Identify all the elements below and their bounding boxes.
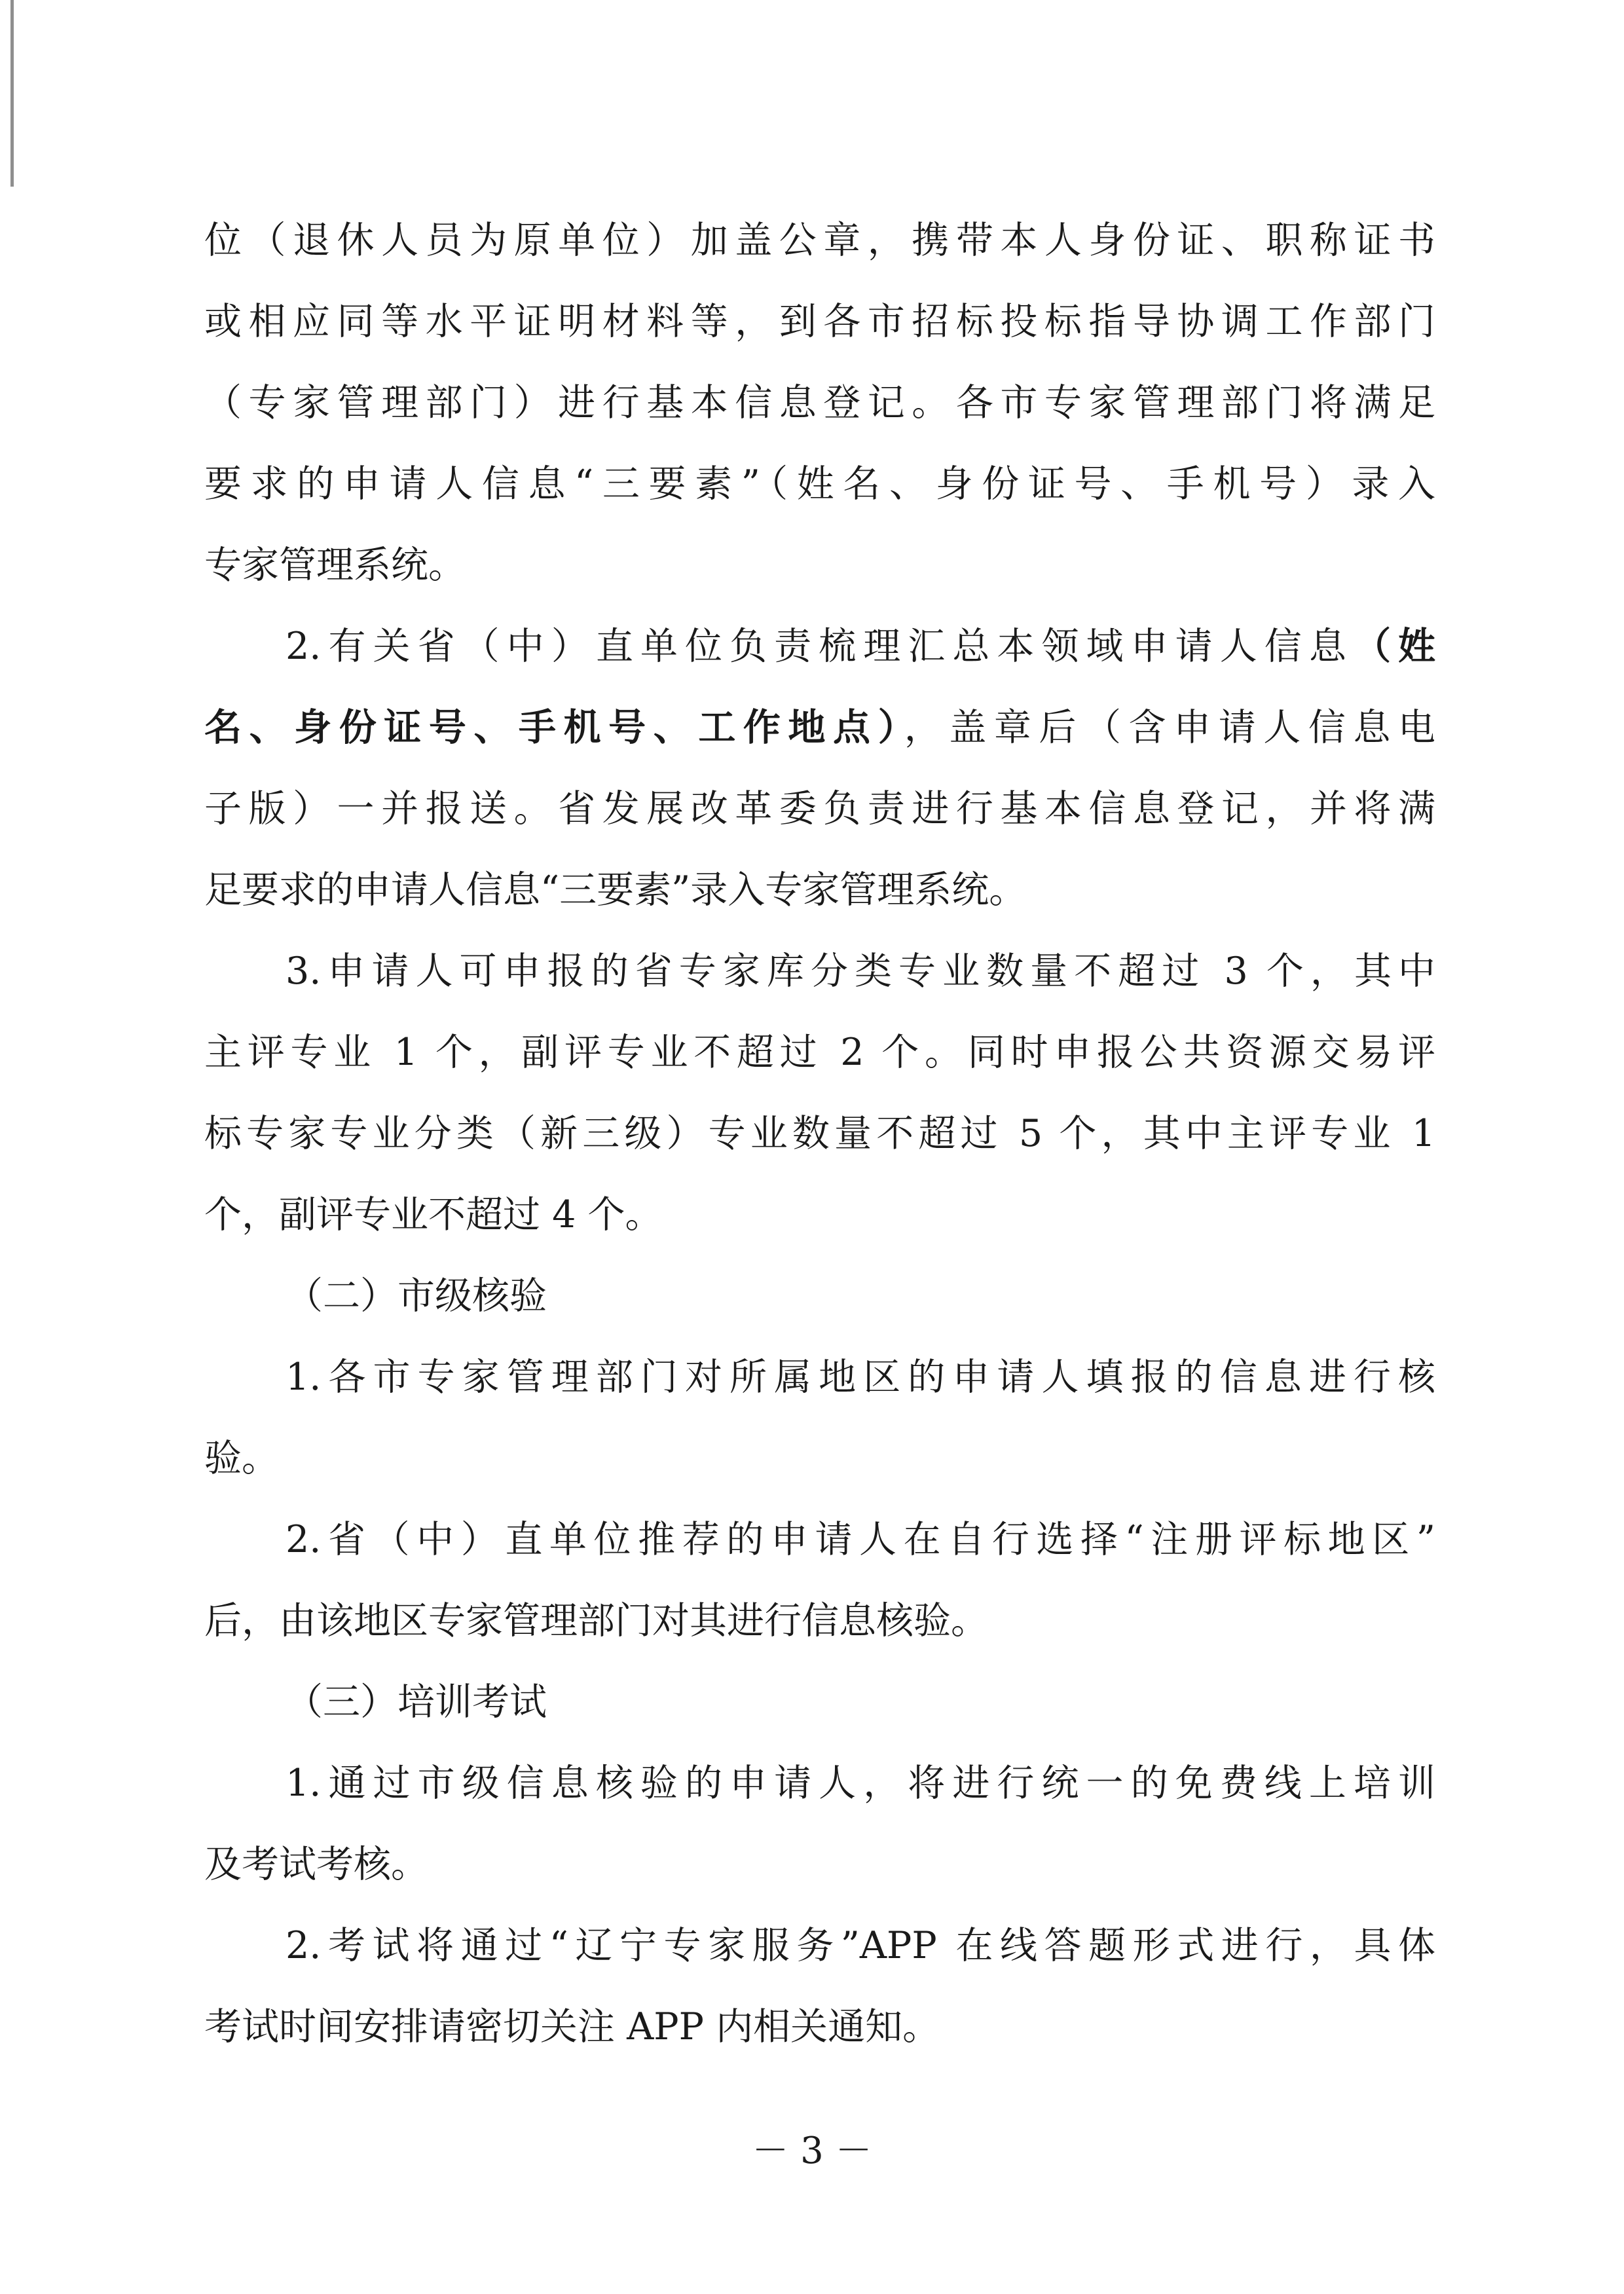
text-segment: ，盖章后（含申请人信息电 [904,706,1436,749]
bold-text-segment: 名、身份证号、手机号、工作地点） [204,705,904,749]
text-line: 标专家专业分类（新三级）专业数量不超过 5 个，其中主评专业 1 [204,1112,1435,1155]
text-line: 考试时间安排请密切关注 APP 内相关通知。 [204,2005,940,2048]
text-line: 位（退休人员为原单位）加盖公章，携带本人身份证、职称证书 [204,219,1435,262]
text-line: 2.省（中）直单位推荐的申请人在自行选择“注册评标地区” [286,1518,1435,1561]
text-line: 专家管理系统。 [204,544,466,587]
text-line: 2.考试将通过“辽宁专家服务”APP 在线答题形式进行，具体 [286,1924,1435,1967]
document-body [204,200,1435,2067]
text-line: 1.各市专家管理部门对所属地区的申请人填报的信息进行核 [286,1356,1435,1399]
text-line: 子版）一并报送。省发展改革委负责进行基本信息登记，并将满 [204,787,1435,830]
text-line [204,687,1435,768]
text-line [204,606,1435,687]
scan-edge-mark [10,0,14,187]
section-heading: （三）培训考试 [286,1680,547,1724]
text-line: 后，由该地区专家管理部门对其进行信息核验。 [204,1599,988,1642]
section-heading: （二）市级核验 [286,1274,547,1318]
text-line: 足要求的申请人信息“三要素”录入专家管理系统。 [204,868,1027,912]
bold-text-segment: （姓 [1353,624,1436,668]
text-line: 主评专业 1 个，副评专业不超过 2 个。同时申报公共资源交易评 [204,1031,1435,1074]
text-segment: 2.有关省（中）直单位负责梳理汇总本领域申请人信息 [286,625,1354,668]
text-line: 及考试考核。 [204,1843,428,1886]
text-line: 要求的申请人信息“三要素”（姓名、身份证号、手机号）录入 [204,462,1435,506]
text-line: 3.申请人可申报的省专家库分类专业数量不超过 3 个，其中 [286,950,1435,993]
text-line: 或相应同等水平证明材料等，到各市招标投标指导协调工作部门 [204,300,1435,343]
text-line: 验。 [204,1437,279,1480]
text-line: 个，副评专业不超过 4 个。 [204,1193,663,1236]
text-line: 1.通过市级信息核验的申请人，将进行统一的免费线上培训 [286,1762,1435,1805]
text-line: （专家管理部门）进行基本信息登记。各市专家管理部门将满足 [204,381,1435,424]
page-number: － 3 － [752,2130,872,2172]
